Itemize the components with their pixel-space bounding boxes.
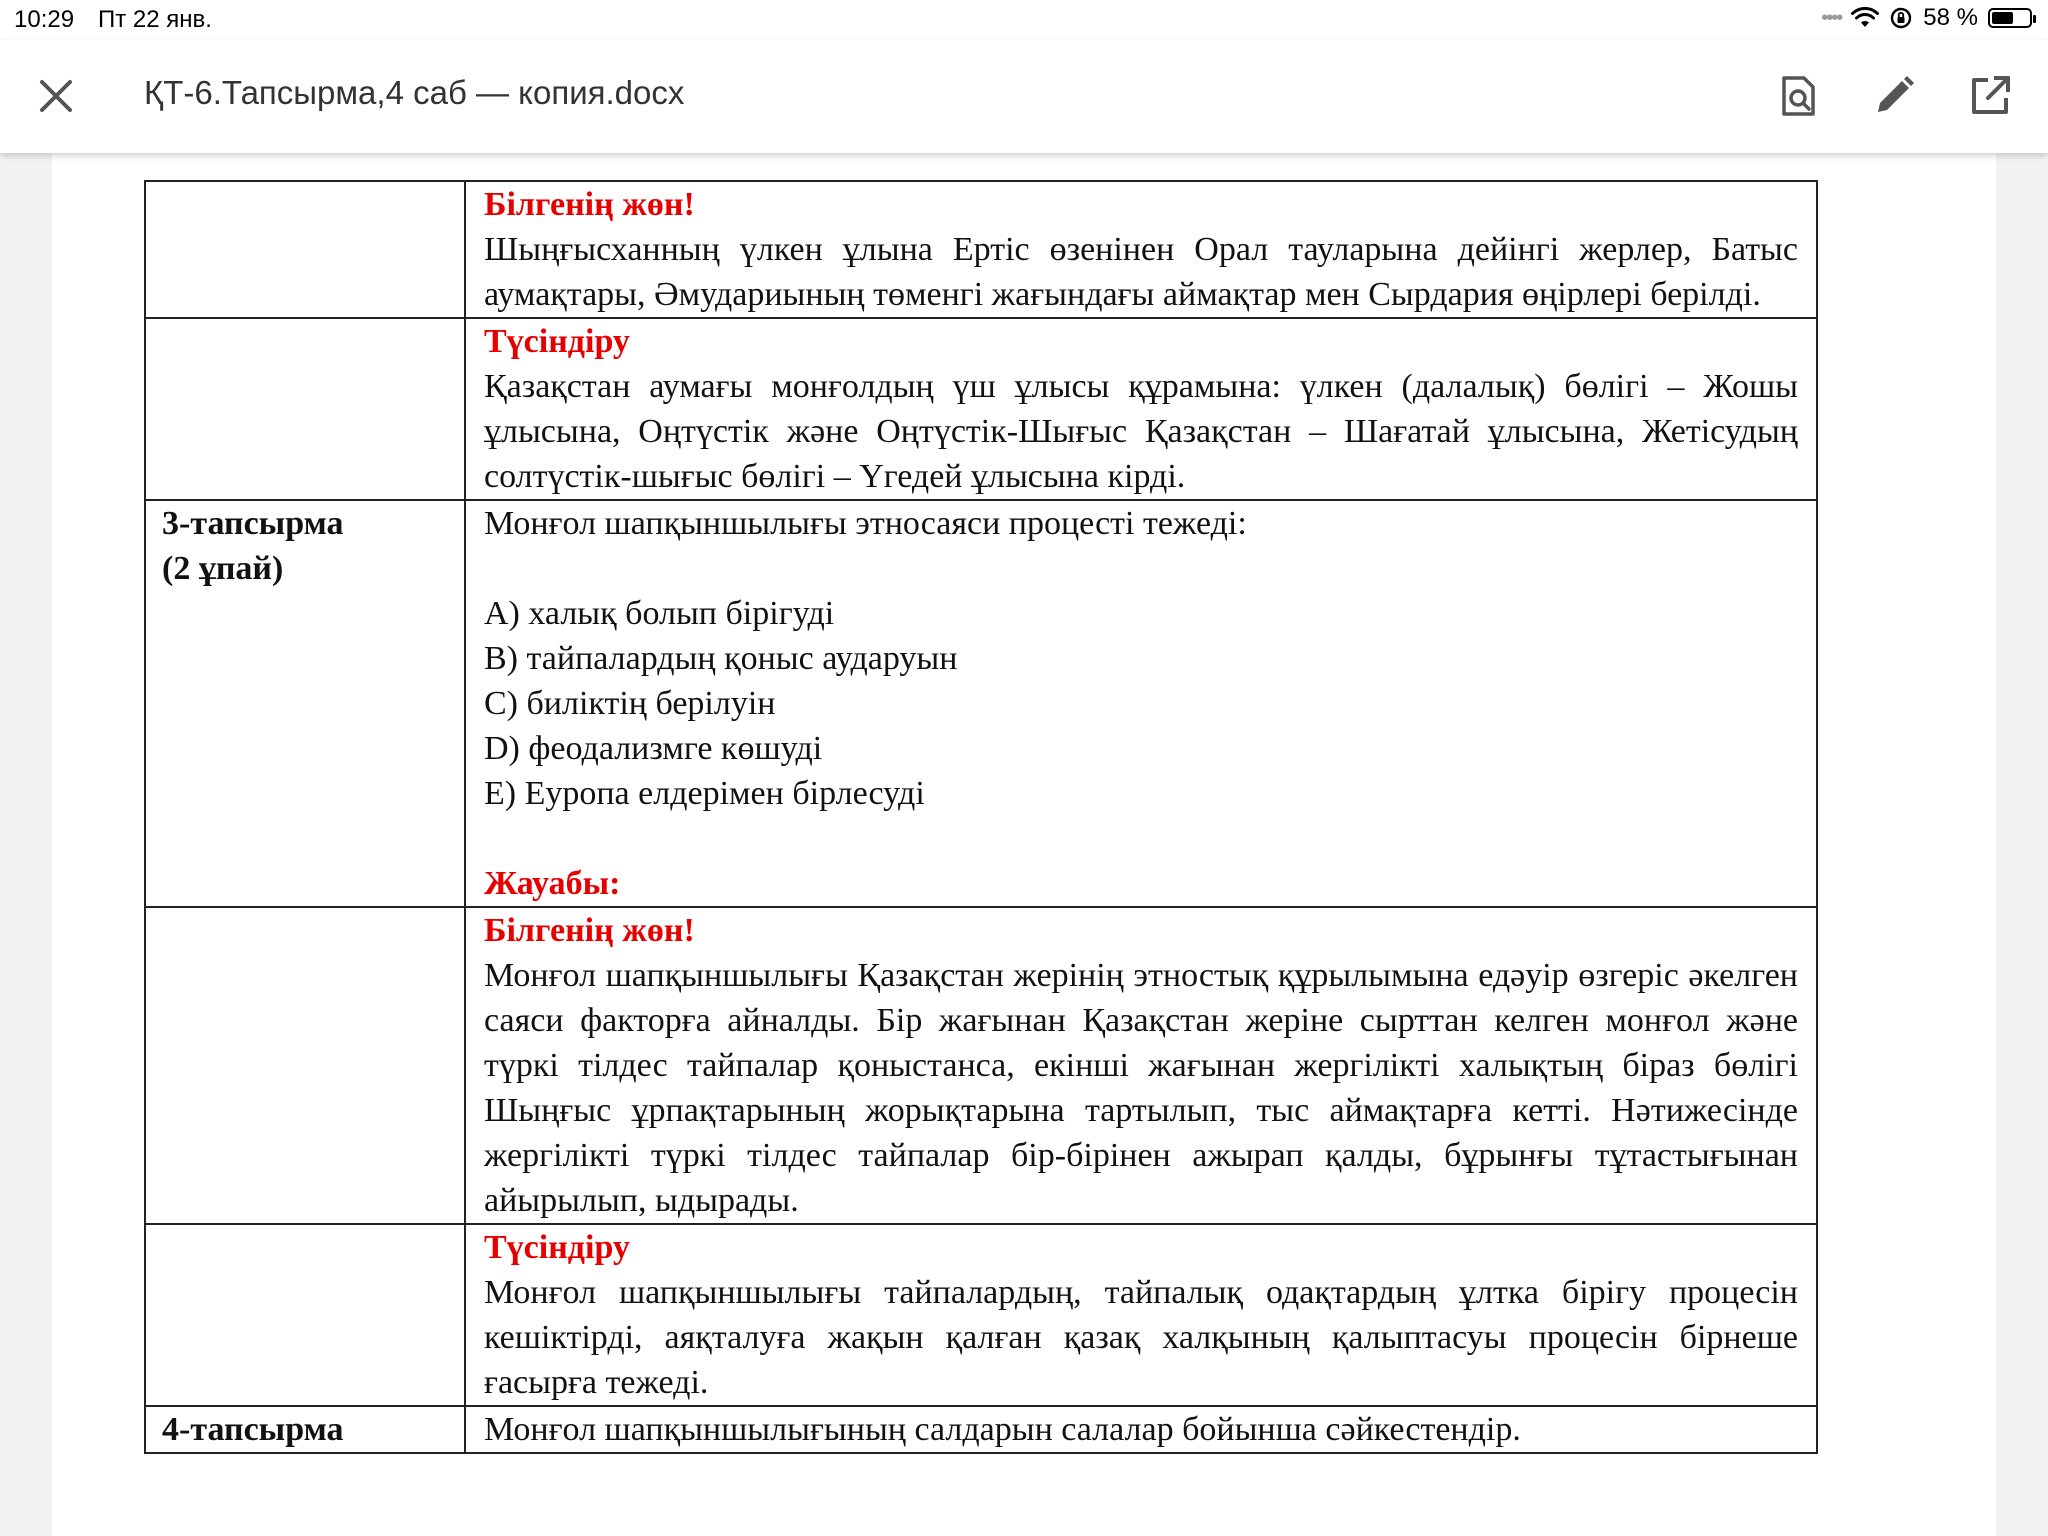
battery-percent: 58 % xyxy=(1923,4,1978,31)
table-row xyxy=(145,907,1817,1224)
status-indicators xyxy=(1821,4,2032,32)
section-text: Монғол шапқыншылығы Қазақстан жерінің этностық құрылымына едәуір өзгеріс әкелген саяси факторға айналды. Бір жағынан Қазақстан жеріне сырттан келген монғол және түркі тілдес тайпалар қоныстанса, екінші жағынан жергілікті халықтың біраз бөлігі Шыңғыс ұрпақтарының жорықтарына тартылып, тыс аймақтарға кетті. Нәтижесінде жергілікті түркі тілдес тайпалар бір-бірінен ажырап қалды, бұрынғы тұтастығынан айырылып, ыдырады. xyxy=(484,957,1798,1219)
section-heading: Түсіндіру xyxy=(484,323,630,360)
task-label: 4-тапсырма xyxy=(162,1411,344,1448)
battery-icon xyxy=(1988,8,2032,28)
table-row xyxy=(145,500,1817,907)
table-cell-empty xyxy=(145,1224,465,1406)
document-page[interactable] xyxy=(52,150,1996,1536)
section-text: Шыңғысханның үлкен ұлына Ертіс өзенінен Орал тауларына дейінгі жерлер, Батыс аумақтары, Әмудариының төменгі жағындағы аймақтар мен Сырдария өңірлері берілді. xyxy=(484,231,1798,313)
document-search-icon[interactable] xyxy=(1774,72,1822,120)
task-question: Монғол шапқыншылығының салдарын салалар бойынша сәйкестендір. xyxy=(484,1411,1521,1448)
table-cell-empty xyxy=(145,907,465,1224)
pencil-icon[interactable] xyxy=(1870,72,1918,120)
section-heading: Білгенің жөн! xyxy=(484,186,695,223)
close-icon[interactable] xyxy=(34,74,78,118)
answer-option: B) тайпалардың қоныс аударуын xyxy=(484,640,958,677)
document-title: ҚТ-6.Тапсырма,4 саб — копия.docx xyxy=(144,74,685,111)
section-heading: Түсіндіру xyxy=(484,1229,630,1266)
table-cell-empty xyxy=(145,318,465,500)
section-text: Қазақстан аумағы монғолдың үш ұлысы құрамына: үлкен (далалық) бөлігі – Жошы ұлысына, Оңтүстік және Оңтүстік-Шығыс Қазақстан – Шағатай ұлысына, Жетісудың солтүстік-шығыс бөлігі – Үгедей ұлысына кірді. xyxy=(484,368,1798,495)
status-time: 10:29 xyxy=(14,6,75,33)
task-question: Монғол шапқыншылығы этносаяси процесті тежеді: xyxy=(484,505,1247,542)
orientation-lock-icon xyxy=(1889,6,1913,30)
task-label-cell xyxy=(145,500,465,907)
blank-line xyxy=(484,546,1798,591)
answer-option: A) халық болып бірігуді xyxy=(484,595,835,632)
task-table xyxy=(144,180,1818,1454)
battery-cap xyxy=(2033,15,2036,23)
table-row xyxy=(145,1406,1817,1453)
task-points: (2 ұпай) xyxy=(162,550,284,587)
blank-line xyxy=(484,816,1798,861)
table-row xyxy=(145,318,1817,500)
table-row xyxy=(145,181,1817,318)
cellular-dots-icon: •••• xyxy=(1821,6,1842,29)
answer-option: E) Еуропа елдерімен бірлесуді xyxy=(484,775,925,812)
answer-option: C) биліктің берілуін xyxy=(484,685,776,722)
task-label-cell xyxy=(145,1406,465,1453)
battery-level xyxy=(1992,12,2013,24)
document-toolbar xyxy=(0,40,2048,153)
table-cell xyxy=(465,500,1817,907)
section-text: Монғол шапқыншылығы тайпалардың, тайпалық одақтардың ұлтка бірігу процесін кешіктірді, аяқталуға жақын қалған қазақ халқының қалыптасуы процесін бірнеше ғасырға тежеді. xyxy=(484,1274,1798,1401)
table-cell xyxy=(465,181,1817,318)
table-cell-empty xyxy=(145,181,465,318)
table-cell xyxy=(465,318,1817,500)
open-external-icon[interactable] xyxy=(1966,72,2014,120)
table-row xyxy=(145,1224,1817,1406)
answer-label: Жауабы: xyxy=(484,865,621,902)
task-label: 3-тапсырма xyxy=(162,505,344,542)
wifi-icon xyxy=(1851,7,1879,29)
status-bar xyxy=(0,0,2048,40)
table-cell xyxy=(465,907,1817,1224)
table-cell xyxy=(465,1406,1817,1453)
section-heading: Білгенің жөн! xyxy=(484,912,695,949)
status-date: Пт 22 янв. xyxy=(98,6,212,33)
table-cell xyxy=(465,1224,1817,1406)
answer-option: D) феодализмге көшуді xyxy=(484,730,823,767)
